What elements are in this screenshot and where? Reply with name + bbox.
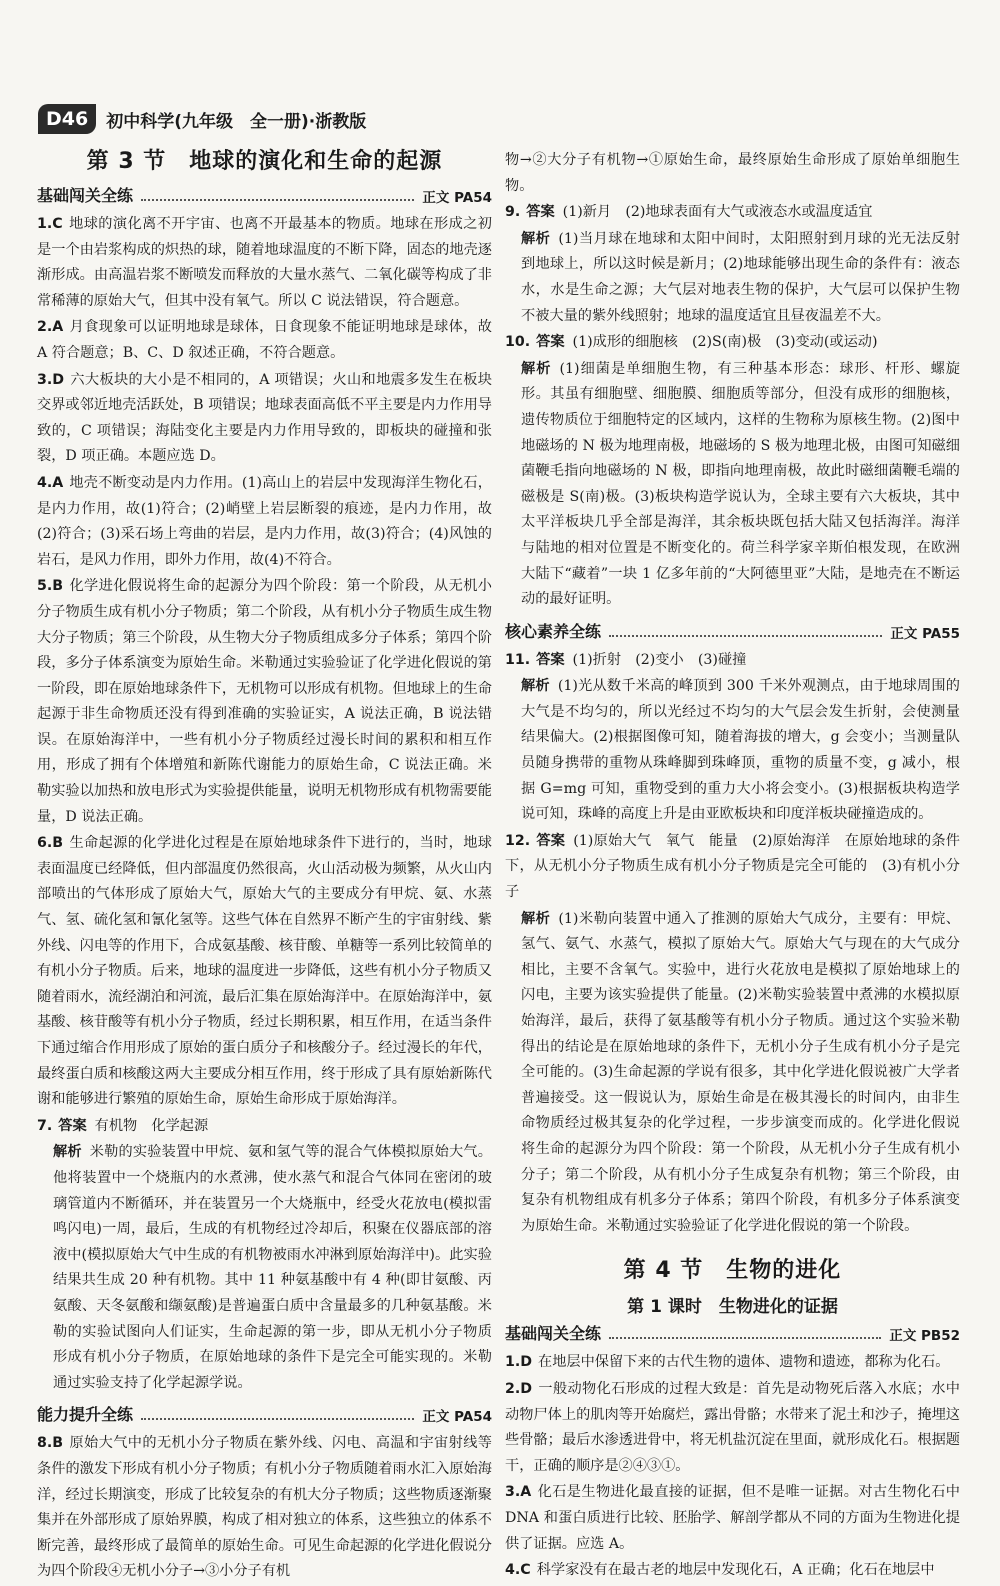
book-title: 初中科学(九年级 全一册)·浙教版 [106, 111, 367, 132]
item-number: 11. [505, 651, 531, 668]
answer-item [37, 574, 492, 830]
answer-item-11 [505, 648, 960, 674]
item-number: 1.C [37, 216, 63, 232]
item-number: 3.D [37, 371, 65, 388]
answer-item [505, 1558, 960, 1584]
analysis-10 [505, 357, 960, 613]
answer-label: 答案 [526, 204, 555, 221]
section-core [505, 619, 960, 642]
answer-text: (1)折射 (2)变小 (3)碰撞 [572, 651, 747, 668]
answer-text: (1)原始大气 氧气 能量 (2)原始海洋 在原始地球的条件下，从无机小分子物质生成有机小分子物质是完全可能的 (3)有机小分子 [505, 832, 960, 901]
item-text: 地球的演化离不开宇宙、也离不开最基本的物质。地球在形成之初是一个由岩浆构成的炽热的球，随着地球温度的不断下降，固态的地壳逐渐形成。由高温岩浆不断喷发而释放的大量水蒸气、二氧化碳等构成了非常稀薄的原始大气，但其中没有氧气。所以 C 说法错误，符合题意。 [37, 216, 492, 309]
answer-item [37, 471, 492, 573]
item-number: 2.D [505, 1380, 533, 1397]
item-8-continued: 物→②大分子有机物→①原始生命，最终原始生命形成了原始单细胞生物。 [505, 152, 960, 194]
analysis-7 [37, 1140, 492, 1396]
left-column [37, 140, 492, 1586]
item-text: 原始大气中的无机小分子物质在紫外线、闪电、高温和宇宙射线等条件的激发下形成有机小分子物质；有机小分子物质随着雨水汇入原始海洋，经过长期演变，形成了比较复杂的有机大分子物质；这些物质逐渐聚集并在外部形成了原始界膜，构成了相对独立的体系，这些独立的体系不断完善，最终形成了最简单的原始生命。可见生命起源的化学进化假说分为四个阶段④无机小分子→③小分子有机 [37, 1435, 492, 1580]
item-number: 5.B [37, 578, 64, 595]
section-name: 基础闯关全练 [505, 1324, 602, 1344]
analysis-9 [505, 227, 960, 329]
section-name: 核心素养全练 [505, 621, 602, 641]
section-ref: 正文 PA54 [422, 1409, 492, 1426]
chapter-4-title: 第 4 节 生物的进化 [623, 1258, 842, 1284]
item-text: 一般动物化石形成的过程大致是：首先是动物死后落入水底；水中动物尸体上的肌肉等开始腐烂，露出骨骼；水带来了泥土和沙子，掩埋这些骨骼；最后水渗透进骨中，将无机盐沉淀在里面，就形成化石。根据题干，正确的顺序是②④③①。 [505, 1380, 960, 1474]
answer-label: 答案 [58, 1117, 87, 1134]
item-number: 8.B [37, 1435, 64, 1452]
section-basic-2 [505, 1321, 960, 1344]
item-text: 化学进化假说将生命的起源分为四个阶段：第一个阶段，从无机小分子物质生成有机小分子物质；第二个阶段，从有机小分子物质生成生物大分子物质；第三个阶段，从生物大分子物质组成多分子体系；第四个阶段，多分子体系演变为原始生命。米勒通过实验验证了化学进化假说的第一阶段，即在原始地球条件下，无机物可以形成有机物。但地球上的生命起源于非生命物质还没有得到准确的实验证实，A 说法正确，B 说法错误。在原始海洋中，一些有机小分子物质经过漫长时间的累积和相互作用，形成了拥有个体增殖和新陈代谢能力的原始生命，C 说法正确。米勒实验以加热和放电形式为实验提供能量，说明无机物形成有机物需要能量，D 说法正确。 [37, 578, 492, 825]
right-column [505, 148, 960, 1585]
answer-item-9 [505, 200, 960, 226]
page-number-badge: D46 [38, 104, 96, 134]
answer-label: 答案 [536, 334, 565, 351]
item-text: 生命起源的化学进化过程是在原始地球条件下进行的，当时，地球表面温度已经降低，但内部温度仍然很高，火山活动极为频繁，从火山内部喷出的气体形成了原始大气，原始大气的主要成分有甲烷、氨、水蒸气、氢、硫化氢和氰化氢等。这些气体在自然界不断产生的宇宙射线、紫外线、闪电等的作用下，合成氨基酸、核苷酸、单糖等一系列比较简单的有机小分子物质。后来，地球的温度进一步降低，这些有机小分子物质又随着雨水，流经湖泊和河流，最后汇集在原始海洋中。在原始海洋中，氨基酸、核苷酸等有机小分子物质，经过长期积累，相互作用，在适当条件下通过缩合作用形成了原始的蛋白质分子和核酸分子。经过漫长的年代，最终蛋白质和核酸这两大主要成分相互作用，终于形成了具有原始新陈代谢和能够进行繁殖的原始生命，原始生命形成于原始海洋。 [37, 835, 492, 1108]
answer-text: (1)新月 (2)地球表面有大气或液态水或温度适宜 [562, 204, 873, 221]
item-number: 9. [505, 204, 521, 221]
answer-item [505, 1377, 960, 1479]
analysis-text: (1)米勒向装置中通入了推测的原始大气成分，主要有：甲烷、氢气、氨气、水蒸气，模拟了原始大气。原始大气与现在的大气成分相比，主要不含氧气。实验中，进行火花放电是模拟了原始地球上的闪电，主要为该实验提供了能量。(2)米勒实验装置中煮沸的水模拟原始海洋，最后，获得了氨基酸等有机小分子物质。通过这个实验米勒得出的结论是在原始地球的条件下，无机小分子生成有机小分子是完全可能的。(3)生命起源的学说有很多，其中化学进化假说被广大学者普遍接受。这一假说认为，原始生命是在极其漫长的时间内，由非生命物质经过极其复杂的化学过程，一步步演变而成的。化学进化假说将生命的起源分为四个阶段：第一个阶段，从无机小分子生成有机小分子；第二个阶段，从有机小分子生成复杂有机物；第三个阶段，由复杂有机物组成有机多分子体系；第四个阶段，有机多分子体系演变为原始生命。米勒通过实验验证了化学进化假说的第一个阶段。 [521, 910, 960, 1234]
analysis-label: 解析 [521, 360, 552, 377]
analysis-label: 解析 [53, 1144, 82, 1161]
answer-text: 有机物 化学起源 [94, 1117, 209, 1134]
analysis-text: 米勒的实验装置中甲烷、氨和氢气等的混合气体模拟原始大气。他将装置中一个烧瓶内的水煮沸，使水蒸气和混合气体同在密闭的玻璃管道内不断循环，并在装置另一个大烧瓶中，经受火花放电(模拟雷鸣闪电)一周，最后，生成的有机物经过冷却后，积聚在仪器底部的溶液中(模拟原始大气中生成的有机物被雨水冲淋到原始海洋中)。此实验结果共生成 20 种有机物。其中 11 种氨基酸中有 4 种(即甘氨酸、丙氨酸、天冬氨酸和缬氨酸)是普遍蛋白质中含量最多的几种氨基酸。米勒的实验试图向人们证实，生命起源的第一步，即从无机小分子物质形成有机小分子物质，在原始地球的条件下是完全可能实现的。米勒通过实验支持了化学起源学说。 [53, 1144, 492, 1391]
item-text: 六大板块的大小是不相同的，A 项错误；火山和地震多发生在板块交界或邻近地壳活跃处，B 项错误；地球表面高低不平主要是内力作用导致的，C 项错误；海陆变化主要是内力作用导致的，即板块的碰撞和张裂，D 项正确。本题应选 D。 [37, 371, 492, 465]
section-ability [37, 1402, 492, 1425]
item-number: 4.C [505, 1562, 531, 1579]
section-name: 基础闯关全练 [37, 186, 134, 205]
answer-item-7 [37, 1114, 492, 1140]
item-number: 10. [505, 334, 531, 351]
analysis-text: (1)细菌是单细胞生物，有三种基本形态：球形、杆形、螺旋形。其虽有细胞壁、细胞膜、细胞质等部分，但没有成形的细胞核，遗传物质位于细胞特定的区域内，这样的生物称为原核生物。(2)图中地磁场的 N 极为地理南极，地磁场的 S 极为地理北极，由图可知磁细菌鞭毛指向地磁场的 N 极，即指向地理南极，故此时磁细菌鞭毛端的磁极是 S(南)极。(3)板块构造学说认为，全球主要有六大板块，其中太平洋板块几乎全部是海洋，其余板块既包括大陆又包括海洋。海洋与陆地的相对位置是不断变化的。荷兰科学家辛斯伯根发现，在欧洲大陆下“藏着”一块 1 亿多年前的“大阿德里亚”大陆，是地壳在不断运动的最好证明。 [521, 360, 960, 608]
item-number: 3.A [505, 1484, 532, 1501]
item-text: 月食现象可以证明地球是球体，日食现象不能证明地球是球体，故 A 符合题意；B、C、D 叙述正确，不符合题意。 [37, 319, 492, 361]
answer-item [37, 831, 492, 1113]
item-text: 地壳不断变动是内力作用。(1)高山上的岩层中发现海洋生物化石，是内力作用，故(1)符合；(2)峭壁上岩层断裂的痕迹，是内力作用，故(2)符合；(3)采石场上弯曲的岩层，是内力作用，故(3)符合；(4)风蚀的岩石，是风力作用，即外力作用，故(4)不符合。 [37, 474, 492, 568]
answer-item [37, 315, 492, 366]
item-number: 12. [505, 832, 531, 849]
analysis-label: 解析 [521, 678, 550, 695]
answer-item-8 [37, 1431, 492, 1585]
analysis-text: (1)光从数千米高的峰顶到 300 千米外观测点，由于地球周围的大气是不均匀的，所以光经过不均匀的大气层会发生折射，会使测量结果偏大。(2)根据图像可知，随着海拔的增大，g 会变小；当测量队员随身携带的重物从珠峰脚到珠峰顶，重物的质量不变，g 减小，根据 G=mg 可知，重物受到的重力大小将会变小。(3)根据板块构造学说可知，珠峰的高度上升是由亚欧板块和印度洋板块碰撞造成的。 [521, 678, 960, 823]
analysis-11 [505, 674, 960, 828]
lesson-title: 第 1 课时 生物进化的证据 [627, 1297, 838, 1318]
item-number: 7. [37, 1117, 53, 1134]
answer-label: 答案 [536, 651, 565, 668]
item-number: 4.A [37, 474, 64, 491]
section-name: 能力提升全练 [37, 1405, 134, 1425]
analysis-text: (1)当月球在地球和太阳中间时，太阳照射到月球的光无法反射到地球上，所以这时候是新月；(2)地球能够出现生命的条件有：液态水，水是生命之源；大气层对地表生物的保护，大气层可以保护生物不被大量的紫外线照射；地球的温度适宜且昼夜温差不大。 [521, 230, 960, 324]
section-basic [37, 183, 492, 206]
answer-item [37, 212, 492, 314]
analysis-12 [505, 907, 960, 1240]
answer-item [37, 368, 492, 470]
chapter-title: 第 3 节 地球的演化和生命的起源 [86, 149, 443, 174]
item-text: 在地层中保留下来的古代生物的遗体、遗物和遗迹，都称为化石。 [538, 1354, 950, 1371]
answer-item [505, 1480, 960, 1557]
answer-text: (1)成形的细胞核 (2)S(南)极 (3)变动(或运动) [572, 334, 878, 351]
answer-item [505, 1350, 960, 1376]
item-text: 化石是生物进化最直接的证据，但不是唯一证据。对古生物化石中 DNA 和蛋白质进行比较、胚胎学、解剖学都从不同的方面为生物进化提供了证据。应选 A。 [505, 1484, 960, 1552]
section-ref: 正文 PA54 [422, 190, 492, 206]
answer-item-12 [505, 829, 960, 906]
section-ref: 正文 PA55 [890, 625, 960, 642]
item-number: 1.D [505, 1354, 533, 1371]
item-number: 6.B [37, 835, 64, 852]
answer-item-10 [505, 330, 960, 356]
answer-label: 答案 [536, 832, 566, 849]
item-number: 2.A [37, 319, 64, 336]
analysis-label: 解析 [521, 230, 551, 247]
section-ref: 正文 PB52 [889, 1328, 960, 1345]
page-header [38, 104, 366, 134]
analysis-label: 解析 [521, 910, 551, 927]
item-text: 科学家没有在最古老的地层中发现化石，A 正确；化石在地层中 [536, 1562, 935, 1579]
